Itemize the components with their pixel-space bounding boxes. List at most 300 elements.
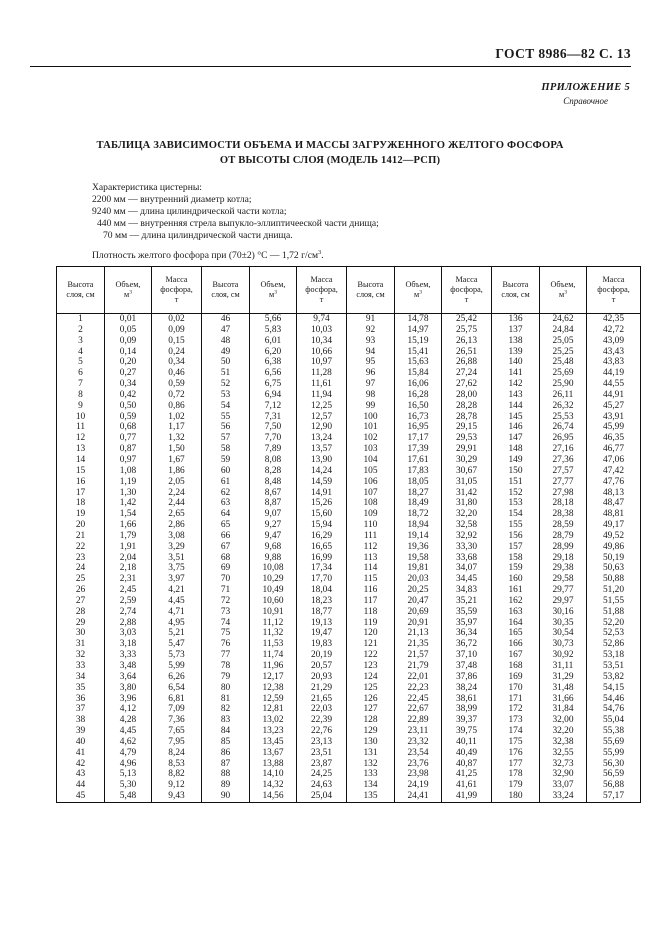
cell-volume: 18,27 [395,488,442,499]
cell-height: 69 [202,563,250,574]
table-row [57,759,641,770]
cell-volume: 1,91 [105,542,152,553]
page-title-line1: ТАБЛИЦА ЗАВИСИМОСТИ ОБЪЕМА И МАССЫ ЗАГРУЖЕННОГО ЖЕЛТОГО ФОСФОРА [96,140,564,151]
cell-mass: 44,19 [602,368,625,379]
header-volume-line1: Объем, [115,280,141,289]
cell-height: 31 [57,639,105,650]
header-volume-2 [250,267,297,314]
cell-volume: 13,02 [250,715,297,726]
cell-volume: 25,05 [540,336,587,347]
cell-volume: 2,74 [105,607,152,618]
cell-volume: 13,23 [250,726,297,737]
cell-volume: 32,00 [540,715,587,726]
cell-volume: 16,28 [395,390,442,401]
cell-volume: 10,29 [250,574,297,585]
cell-volume: 23,11 [395,726,442,737]
cell-mass: 3,51 [152,553,202,564]
cell-mass: 23,51 [297,748,347,759]
cell-volume: 7,31 [250,412,297,423]
cell-mass: 0,09 [152,325,202,336]
header-height-line2: слоя, см [356,290,385,299]
cell-volume: 23,54 [395,748,442,759]
cell-volume: 4,28 [105,715,152,726]
cell-mass: 52,86 [602,639,625,650]
cell-mass: 37,10 [442,650,492,661]
cell-height: 113 [347,553,395,564]
cell-volume: 30,16 [540,607,587,618]
cell-volume: 25,25 [540,347,587,358]
cell-height: 162 [492,596,540,607]
cell-height: 148 [492,444,540,455]
cell-volume: 19,14 [395,531,442,542]
cell-height: 146 [492,422,540,433]
cell-volume: 27,36 [540,455,587,466]
cell-mass: 13,57 [297,444,347,455]
table-row [57,401,641,412]
header-mass-unit: т [174,295,179,304]
cell-volume: 26,95 [540,433,587,444]
cell-volume: 6,20 [250,347,297,358]
cell-height: 157 [492,542,540,553]
cell-height: 73 [202,607,250,618]
cell-height: 89 [202,780,250,791]
cell-volume: 27,16 [540,444,587,455]
header-volume-unit: м [414,290,420,299]
cell-volume: 32,20 [540,726,587,737]
cell-height: 45 [57,791,105,802]
table-row [57,672,641,683]
cell-height: 110 [347,520,395,531]
cell-volume: 0,59 [105,412,152,423]
cell-volume: 29,38 [540,563,587,574]
table-row [57,574,641,585]
cell-volume: 13,45 [250,737,297,748]
cell-height: 79 [202,672,250,683]
cell-mass: 36,72 [442,639,492,650]
cell-volume: 15,41 [395,347,442,358]
table-row [57,531,641,542]
cell-mass: 44,55 [602,379,625,390]
cell-mass: 38,61 [442,694,492,705]
header-volume-exponent: 3 [564,289,567,296]
cell-height: 145 [492,412,540,423]
cell-height: 131 [347,748,395,759]
cell-height: 29 [57,618,105,629]
cell-volume: 2,04 [105,553,152,564]
cell-mass: 9,12 [152,780,202,791]
cell-volume: 26,11 [540,390,587,401]
cell-height: 92 [347,325,395,336]
header-mass-unit: т [464,295,469,304]
header-mass-4 [587,267,641,314]
cell-mass: 23,87 [297,759,347,770]
header-mass-line1: Масса [310,275,333,284]
cell-mass: 51,55 [602,595,625,606]
cell-volume: 6,75 [250,379,297,390]
cell-height: 133 [347,769,395,780]
cell-mass: 3,97 [152,574,202,585]
cell-height: 142 [492,379,540,390]
cell-height: 114 [347,563,395,574]
cell-height: 57 [202,433,250,444]
cell-volume: 14,78 [395,314,442,325]
cell-mass: 10,03 [297,325,347,336]
cell-volume: 20,69 [395,607,442,618]
cell-height: 163 [492,607,540,618]
standard-header: ГОСТ 8986—82 С. 13 [495,46,631,61]
cell-height: 143 [492,390,540,401]
cell-mass: 39,37 [442,715,492,726]
cell-volume: 8,48 [250,477,297,488]
cell-mass: 0,15 [152,336,202,347]
cell-volume: 28,38 [540,509,587,520]
cell-mass: 38,24 [442,683,492,694]
header-mass-2 [297,267,347,314]
cell-height: 62 [202,488,250,499]
cell-height: 91 [347,314,395,325]
table-row [57,726,641,737]
cell-mass: 39,75 [442,726,492,737]
cell-height: 132 [347,759,395,770]
cell-height: 14 [57,455,105,466]
cell-volume: 9,68 [250,542,297,553]
cell-height: 160 [492,574,540,585]
cell-mass: 1,02 [152,412,202,423]
cell-volume: 25,53 [540,412,587,423]
cell-volume: 23,32 [395,737,442,748]
cell-volume: 16,50 [395,401,442,412]
cell-mass: 8,82 [152,769,202,780]
cell-height: 52 [202,379,250,390]
cell-mass: 43,43 [602,346,625,357]
cell-mass: 43,83 [602,357,625,368]
header-volume-unit: м [559,290,565,299]
cell-mass: 45,99 [602,422,625,433]
cell-height: 30 [57,628,105,639]
cell-volume: 25,69 [540,368,587,379]
cell-volume: 30,35 [540,618,587,629]
cell-mass: 11,28 [297,368,347,379]
cell-volume: 2,59 [105,596,152,607]
cell-height: 87 [202,759,250,770]
cell-height: 44 [57,780,105,791]
cell-height: 165 [492,628,540,639]
cell-volume: 3,80 [105,683,152,694]
cell-mass: 33,68 [442,553,492,564]
header-height-line2: слоя, см [501,290,530,299]
cell-volume: 17,61 [395,455,442,466]
cell-volume: 0,97 [105,455,152,466]
cell-height: 24 [57,563,105,574]
cell-height: 95 [347,357,395,368]
header-height-line2: слоя, см [211,290,240,299]
table-row [57,390,641,401]
cell-height: 117 [347,596,395,607]
cell-height: 7 [57,379,105,390]
cell-volume: 7,70 [250,433,297,444]
cell-volume: 23,76 [395,759,442,770]
cell-mass: 1,50 [152,444,202,455]
cell-volume: 8,87 [250,498,297,509]
cell-volume: 28,59 [540,520,587,531]
cell-height: 111 [347,531,395,542]
cell-mass: 0,72 [152,390,202,401]
cell-height: 15 [57,466,105,477]
table-row [57,444,641,455]
cell-mass: 31,80 [442,498,492,509]
cell-mass: 47,06 [602,454,625,465]
cell-mass: 34,83 [442,585,492,596]
cell-volume: 24,41 [395,791,442,802]
cell-mass: 26,13 [442,336,492,347]
cell-volume: 18,05 [395,477,442,488]
cell-mass: 55,38 [602,726,625,737]
cell-volume: 20,25 [395,585,442,596]
cell-height: 109 [347,509,395,520]
cell-height: 126 [347,694,395,705]
cell-mass: 13,90 [297,455,347,466]
cell-volume: 12,59 [250,694,297,705]
cell-volume: 22,01 [395,672,442,683]
annex-kind: Справочное [563,96,608,106]
header-mass-line1: Масса [165,275,188,284]
cell-height: 108 [347,498,395,509]
cell-height: 168 [492,661,540,672]
cell-height: 175 [492,737,540,748]
cell-mass: 16,29 [297,531,347,542]
cell-mass: 0,86 [152,401,202,412]
cell-mass: 18,23 [297,596,347,607]
cell-mass: 41,61 [442,780,492,791]
cell-mass: 7,36 [152,715,202,726]
cell-volume: 7,89 [250,444,297,455]
cell-volume: 0,20 [105,357,152,368]
cell-mass: 13,24 [297,433,347,444]
cell-volume: 23,98 [395,769,442,780]
cell-height: 4 [57,347,105,358]
cell-height: 70 [202,574,250,585]
cell-height: 88 [202,769,250,780]
cell-height: 170 [492,683,540,694]
cell-volume: 18,94 [395,520,442,531]
cell-mass: 48,13 [602,487,625,498]
cell-height: 82 [202,704,250,715]
cell-height: 50 [202,357,250,368]
header-mass-line2: фосфора, [160,285,193,294]
table-row [57,422,641,433]
header-volume-unit: м [124,290,130,299]
cell-volume: 0,09 [105,336,152,347]
cell-volume: 19,81 [395,563,442,574]
cell-mass: 5,47 [152,639,202,650]
characteristic-line-1: 2200 мм — внутренний диаметр котла; [92,194,252,206]
cell-volume: 28,79 [540,531,587,542]
cell-height: 27 [57,596,105,607]
cell-mass: 34,07 [442,563,492,574]
cell-mass: 12,90 [297,422,347,433]
cell-mass: 32,20 [442,509,492,520]
cell-height: 98 [347,390,395,401]
cell-height: 153 [492,498,540,509]
cell-mass: 3,29 [152,542,202,553]
cell-height: 102 [347,433,395,444]
cell-mass: 7,09 [152,704,202,715]
header-height-1 [57,267,105,314]
cell-mass: 49,17 [602,520,625,531]
cell-volume: 31,48 [540,683,587,694]
header-mass-unit: т [611,295,616,304]
cell-height: 121 [347,639,395,650]
cell-height: 101 [347,422,395,433]
cell-mass: 35,59 [442,607,492,618]
cell-mass: 1,86 [152,466,202,477]
cell-volume: 0,42 [105,390,152,401]
header-volume-line1: Объем, [550,280,576,289]
table-row [57,769,641,780]
cell-mass: 6,54 [152,683,202,694]
characteristics-heading: Характеристика цистерны: [92,182,202,193]
cell-height: 112 [347,542,395,553]
cell-height: 74 [202,618,250,629]
cell-mass: 22,39 [297,715,347,726]
cell-mass: 37,48 [442,661,492,672]
cell-mass: 55,69 [602,736,625,747]
cell-mass: 27,24 [442,368,492,379]
cell-mass: 54,15 [602,682,625,693]
cell-volume: 5,48 [105,791,152,802]
cell-mass: 15,94 [297,520,347,531]
cell-mass: 35,21 [442,596,492,607]
cell-mass: 48,47 [602,498,625,509]
cell-volume: 6,94 [250,390,297,401]
cell-mass: 50,19 [602,552,625,563]
header-rule [30,66,631,67]
cell-volume: 5,30 [105,780,152,791]
cell-volume: 29,97 [540,596,587,607]
cell-volume: 31,29 [540,672,587,683]
cell-mass: 56,59 [602,769,625,780]
cell-volume: 0,34 [105,379,152,390]
cell-volume: 0,87 [105,444,152,455]
cell-mass: 23,13 [297,737,347,748]
cell-height: 20 [57,520,105,531]
header-mass-line1: Масса [602,275,625,284]
cell-height: 138 [492,336,540,347]
cell-volume: 3,64 [105,672,152,683]
cell-mass: 24,63 [297,780,347,791]
table-head [57,267,641,314]
density-period: . [321,250,324,261]
cell-volume: 22,67 [395,704,442,715]
cell-mass: 31,05 [442,477,492,488]
table-row [57,563,641,574]
characteristic-line-3: 440 мм — внутренняя стрела выпукло-эллиптичеeской части днища; [97,218,379,230]
cell-height: 174 [492,726,540,737]
header-height-2 [202,267,250,314]
cell-mass: 18,77 [297,607,347,618]
cell-volume: 3,48 [105,661,152,672]
table-row [57,683,641,694]
cell-volume: 17,39 [395,444,442,455]
cell-mass: 15,26 [297,498,347,509]
cell-mass: 46,77 [602,444,625,455]
cell-mass: 11,94 [297,390,347,401]
cell-mass: 33,30 [442,542,492,553]
cell-height: 178 [492,769,540,780]
cell-mass: 3,08 [152,531,202,542]
cell-mass: 47,76 [602,476,625,487]
cell-height: 11 [57,422,105,433]
page-title [60,138,600,168]
cell-volume: 0,77 [105,433,152,444]
cell-height: 25 [57,574,105,585]
cell-height: 154 [492,509,540,520]
cell-mass: 55,99 [602,747,625,758]
cell-mass: 57,17 [602,791,625,802]
cell-mass: 0,46 [152,368,202,379]
cell-volume: 3,33 [105,650,152,661]
table-row [57,347,641,358]
cell-volume: 6,01 [250,336,297,347]
cell-height: 155 [492,520,540,531]
cell-mass: 56,30 [602,758,625,769]
cell-volume: 10,60 [250,596,297,607]
cell-height: 151 [492,477,540,488]
cell-mass: 28,78 [442,412,492,423]
cell-height: 140 [492,357,540,368]
cell-mass: 14,24 [297,466,347,477]
cell-mass: 32,58 [442,520,492,531]
cell-volume: 18,72 [395,509,442,520]
cell-volume: 33,07 [540,780,587,791]
cell-mass: 43,09 [602,335,625,346]
density-note [92,250,324,261]
cell-mass: 8,24 [152,748,202,759]
cell-height: 46 [202,314,250,325]
cell-height: 23 [57,553,105,564]
cell-volume: 3,03 [105,628,152,639]
cell-height: 35 [57,683,105,694]
cell-volume: 1,54 [105,509,152,520]
cell-height: 84 [202,726,250,737]
cell-mass: 14,91 [297,488,347,499]
cell-mass: 19,83 [297,639,347,650]
header-volume-exponent: 3 [129,289,132,296]
cell-volume: 12,81 [250,704,297,715]
header-volume-unit: м [269,290,275,299]
cell-mass: 43,91 [602,411,625,422]
table-row [57,412,641,423]
table-row [57,618,641,629]
cell-volume: 3,18 [105,639,152,650]
cell-mass: 40,49 [442,748,492,759]
cell-height: 83 [202,715,250,726]
table-row [57,791,641,802]
cell-volume: 9,88 [250,553,297,564]
cell-volume: 10,49 [250,585,297,596]
cell-height: 2 [57,325,105,336]
cell-volume: 8,67 [250,488,297,499]
cell-mass: 44,91 [602,389,625,400]
cell-mass: 19,47 [297,628,347,639]
cell-mass: 2,05 [152,477,202,488]
cell-height: 127 [347,704,395,715]
cell-height: 141 [492,368,540,379]
cell-volume: 27,77 [540,477,587,488]
cell-height: 150 [492,466,540,477]
cell-height: 107 [347,488,395,499]
cell-mass: 42,72 [602,324,625,335]
